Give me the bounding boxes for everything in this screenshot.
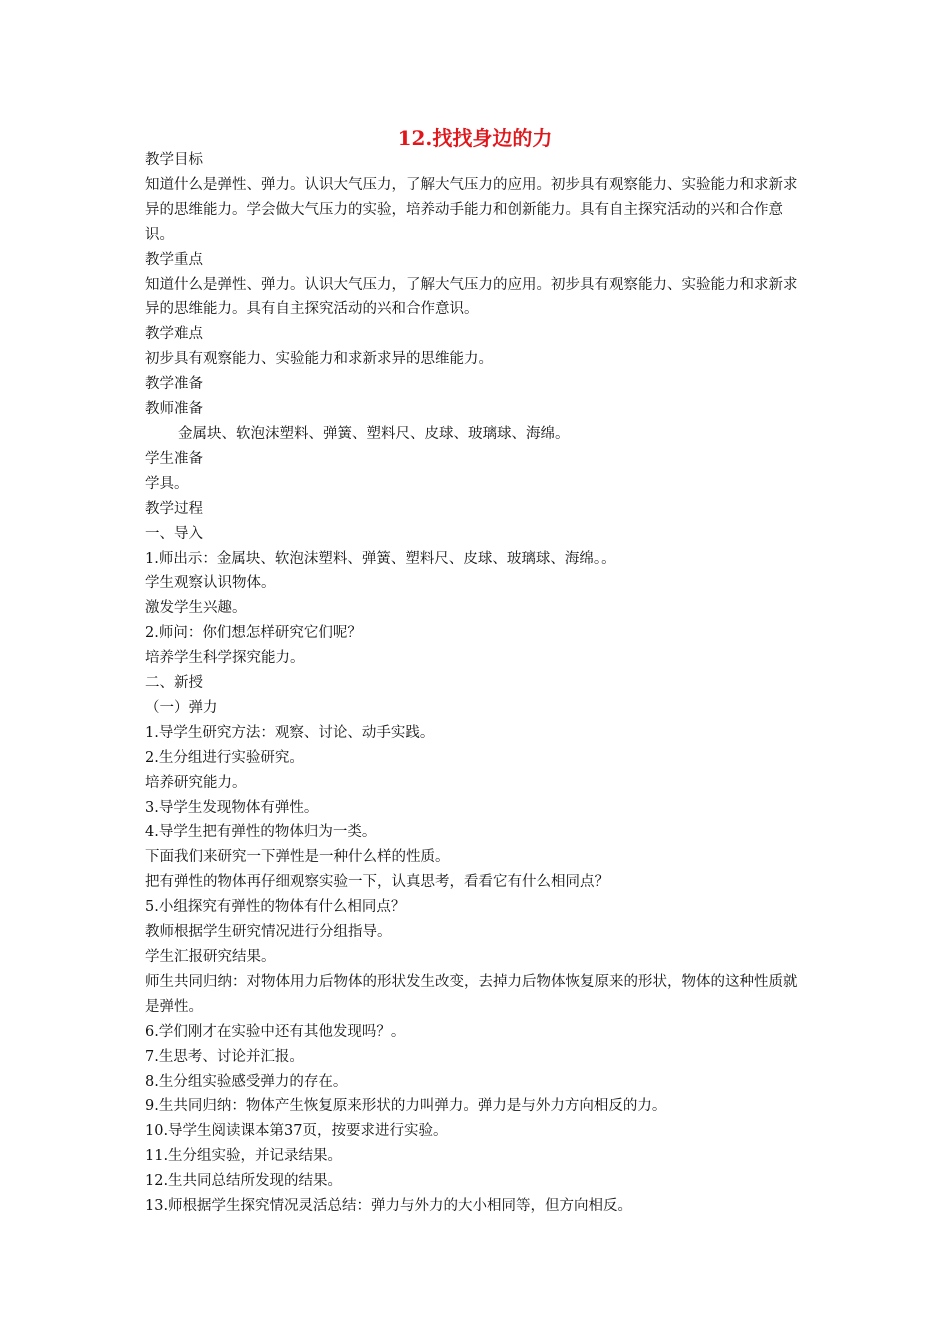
list-item: 13.师根据学生探究情况灵活总结：弹力与外力的大小相同等，但方向相反。 — [145, 1198, 633, 1215]
list-item: 8.生分组实验感受弹力的存在。 — [145, 1073, 348, 1090]
list-item: 2.师问：你们想怎样研究它们呢？ — [145, 625, 362, 642]
section-introduction: 一、导入 — [145, 525, 203, 542]
paragraph-teaching-goals: 知道什么是弹性、弹力。认识大气压力，了解大气压力的应用。初步具有观察能力、实验能力和求新求异的思维能力。学会做大气压力的实验，培养动手能力和创新能力。具有自主探究活动的兴和合作意识。 — [145, 176, 798, 243]
paragraph-teacher-materials: 金属块、软泡沫塑料、弹簧、塑料尺、皮球、玻璃球、海绵。 — [178, 425, 570, 442]
paragraph-key-points: 知道什么是弹性、弹力。认识大气压力，了解大气压力的应用。初步具有观察能力、实验能力和求新求异的思维能力。具有自主探究活动的兴和合作意识。 — [145, 276, 798, 318]
subsection-elastic-force: （一）弹力 — [145, 699, 218, 716]
list-item: 4.导学生把有弹性的物体归为一类。 — [145, 824, 377, 841]
list-item: 下面我们来研究一下弹性是一种什么样的性质。 — [145, 849, 450, 866]
paragraph-elasticity-definition: 师生共同归纳：对物体用力后物体的形状发生改变，去掉力后物体恢复原来的形状，物体的这种性质就是弹性。 — [145, 973, 798, 1015]
list-item: 9.生共同归纳：物体产生恢复原来形状的力叫弹力。弹力是与外力方向相反的力。 — [145, 1098, 667, 1115]
list-item: 12.生共同总结所发现的结果。 — [145, 1173, 343, 1190]
list-item: 把有弹性的物体再仔细观察实验一下，认真思考，看看它有什么相同点？ — [145, 874, 609, 891]
heading-preparation: 教学准备 — [145, 376, 203, 393]
list-item: 培养学生科学探究能力。 — [145, 650, 305, 667]
list-item: 11.生分组实验，并记录结果。 — [145, 1148, 343, 1165]
list-item: 10.导学生阅读课本第37页，按要求进行实验。 — [145, 1123, 448, 1140]
list-item: 激发学生兴趣。 — [145, 600, 247, 617]
section-new-lesson: 二、新授 — [145, 675, 203, 692]
list-item: 7.生思考、讨论并汇报。 — [145, 1048, 304, 1065]
paragraph-student-materials: 学具。 — [145, 475, 189, 492]
list-item: 1.师出示：金属块、软泡沫塑料、弹簧、塑料尺、皮球、玻璃球、海绵。。 — [145, 550, 616, 567]
heading-teaching-process: 教学过程 — [145, 500, 203, 517]
list-item: 教师根据学生研究情况进行分组指导。 — [145, 924, 392, 941]
heading-student-preparation: 学生准备 — [145, 450, 203, 467]
heading-difficulties: 教学难点 — [145, 326, 203, 343]
list-item: 1.导学生研究方法：观察、讨论、动手实践。 — [145, 724, 435, 741]
document-title: 12.找找身边的力 — [397, 126, 553, 150]
list-item: 2.生分组进行实验研究。 — [145, 749, 304, 766]
list-item: 6.学们刚才在实验中还有其他发现吗？。 — [145, 1023, 406, 1040]
heading-teacher-preparation: 教师准备 — [145, 401, 203, 418]
list-item: 培养研究能力。 — [145, 774, 247, 791]
list-item: 学生汇报研究结果。 — [145, 949, 276, 965]
list-item: 3.导学生发现物体有弹性。 — [145, 799, 319, 816]
heading-teaching-goals: 教学目标 — [145, 152, 203, 168]
paragraph-difficulties: 初步具有观察能力、实验能力和求新求异的思维能力。 — [145, 351, 493, 368]
heading-key-points: 教学重点 — [145, 251, 203, 268]
list-item: 5.小组探究有弹性的物体有什么相同点？ — [145, 899, 406, 916]
document-body — [145, 148, 810, 1219]
list-item: 学生观察认识物体。 — [145, 575, 276, 592]
